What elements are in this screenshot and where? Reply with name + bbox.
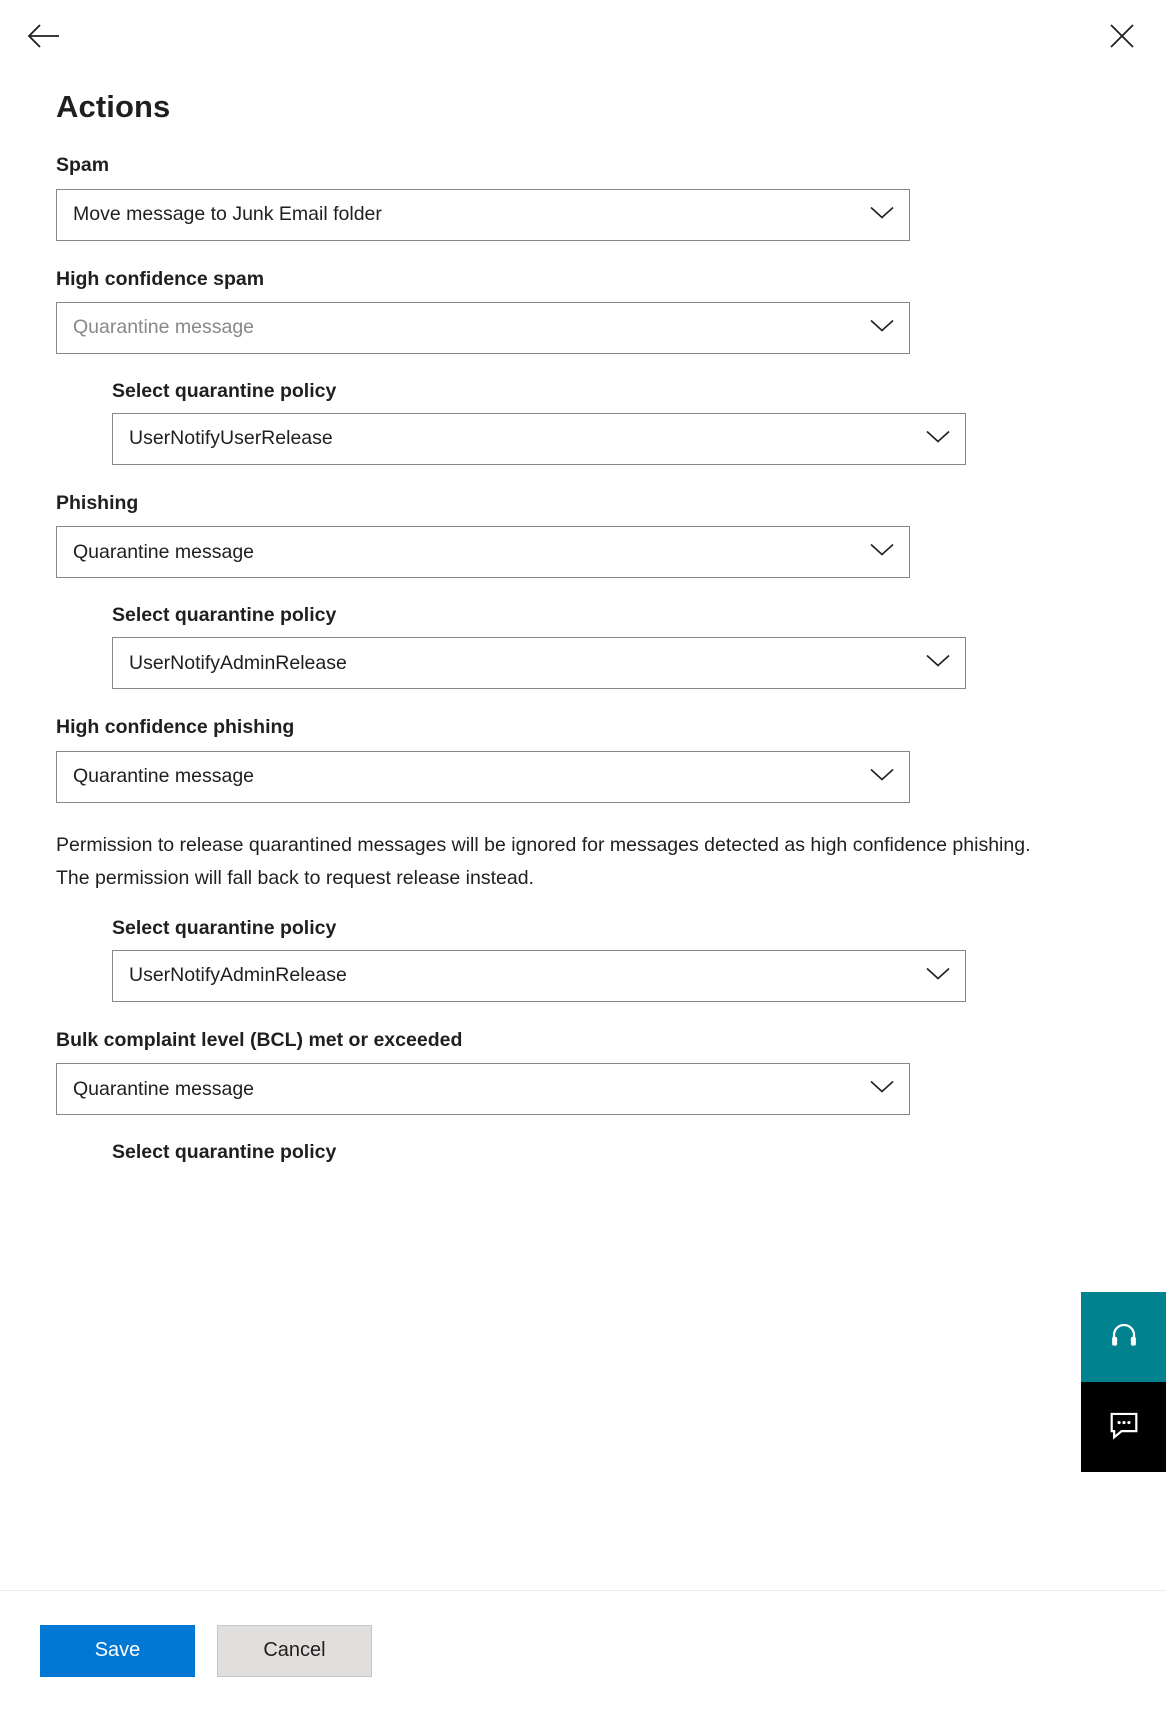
spam-action-value: Move message to Junk Email folder (73, 203, 382, 226)
page-title: Actions (56, 89, 171, 124)
high-confidence-spam-action-dropdown[interactable] (56, 302, 910, 354)
phishing-policy-dropdown[interactable] (112, 637, 966, 689)
chevron-down-icon (925, 428, 951, 449)
panel-header (0, 0, 1166, 74)
chat-button[interactable] (1081, 1382, 1166, 1472)
high-confidence-phishing-action-dropdown[interactable] (56, 751, 910, 803)
chat-icon (1108, 1410, 1140, 1445)
high-confidence-spam-policy-group (112, 380, 1110, 465)
chevron-down-icon (869, 542, 895, 563)
high-confidence-spam-policy-value: UserNotifyUserRelease (129, 427, 333, 450)
high-confidence-phishing-policy-label: Select quarantine policy (112, 916, 337, 939)
phishing-policy-group (112, 604, 1110, 689)
headset-icon (1109, 1320, 1139, 1355)
high-confidence-phishing-note: Permission to release quarantined messages will be ignored for messages detected as high confidence phishing. The permission will fall back to request release instead. (56, 833, 1031, 889)
field-high-confidence-spam-label: High confidence spam (56, 267, 265, 290)
close-button[interactable] (1100, 14, 1144, 58)
bulk-action-value: Quarantine message (73, 1077, 255, 1100)
phishing-action-value: Quarantine message (73, 540, 255, 563)
chevron-down-icon (925, 653, 951, 674)
high-confidence-phishing-action-value: Quarantine message (73, 765, 255, 788)
field-phishing (56, 491, 1110, 578)
save-button[interactable]: Save (40, 1625, 195, 1677)
cancel-button[interactable]: Cancel (217, 1625, 372, 1677)
close-icon (1109, 23, 1135, 49)
field-spam-label: Spam (56, 154, 110, 177)
phishing-policy-label: Select quarantine policy (112, 604, 337, 627)
high-confidence-phishing-policy-dropdown[interactable] (112, 950, 966, 1002)
field-high-confidence-spam (56, 267, 1110, 354)
high-confidence-phishing-policy-group (112, 917, 1110, 1002)
back-button[interactable] (22, 14, 66, 58)
field-bulk-complaint-level-label: Bulk complaint level (BCL) met or exceeded (56, 1028, 463, 1051)
field-high-confidence-phishing (56, 715, 1110, 802)
arrow-left-icon (27, 23, 61, 49)
field-phishing-label: Phishing (56, 491, 139, 514)
bulk-action-dropdown[interactable] (56, 1063, 910, 1115)
footer-actions (0, 1590, 1166, 1710)
high-confidence-spam-action-value: Quarantine message (73, 316, 255, 339)
help-widget-stack (1081, 1292, 1166, 1472)
chevron-down-icon (869, 766, 895, 787)
scroll-fade (0, 1564, 1166, 1590)
chevron-down-icon (869, 1079, 895, 1100)
high-confidence-spam-policy-dropdown[interactable] (112, 413, 966, 465)
chevron-down-icon (925, 965, 951, 986)
chevron-down-icon (869, 317, 895, 338)
support-button[interactable] (1081, 1292, 1166, 1382)
phishing-policy-value: UserNotifyAdminRelease (129, 651, 347, 674)
high-confidence-phishing-policy-value: UserNotifyAdminRelease (129, 964, 347, 987)
phishing-action-dropdown[interactable] (56, 526, 910, 578)
bulk-policy-label: Select quarantine policy (112, 1141, 337, 1164)
chevron-down-icon (869, 204, 895, 225)
field-high-confidence-phishing-label: High confidence phishing (56, 716, 295, 739)
spam-action-dropdown[interactable] (56, 189, 910, 241)
actions-form (0, 88, 1166, 1164)
field-spam (56, 153, 1110, 240)
high-confidence-spam-policy-label: Select quarantine policy (112, 379, 337, 402)
field-bulk-complaint-level (56, 1028, 1110, 1115)
